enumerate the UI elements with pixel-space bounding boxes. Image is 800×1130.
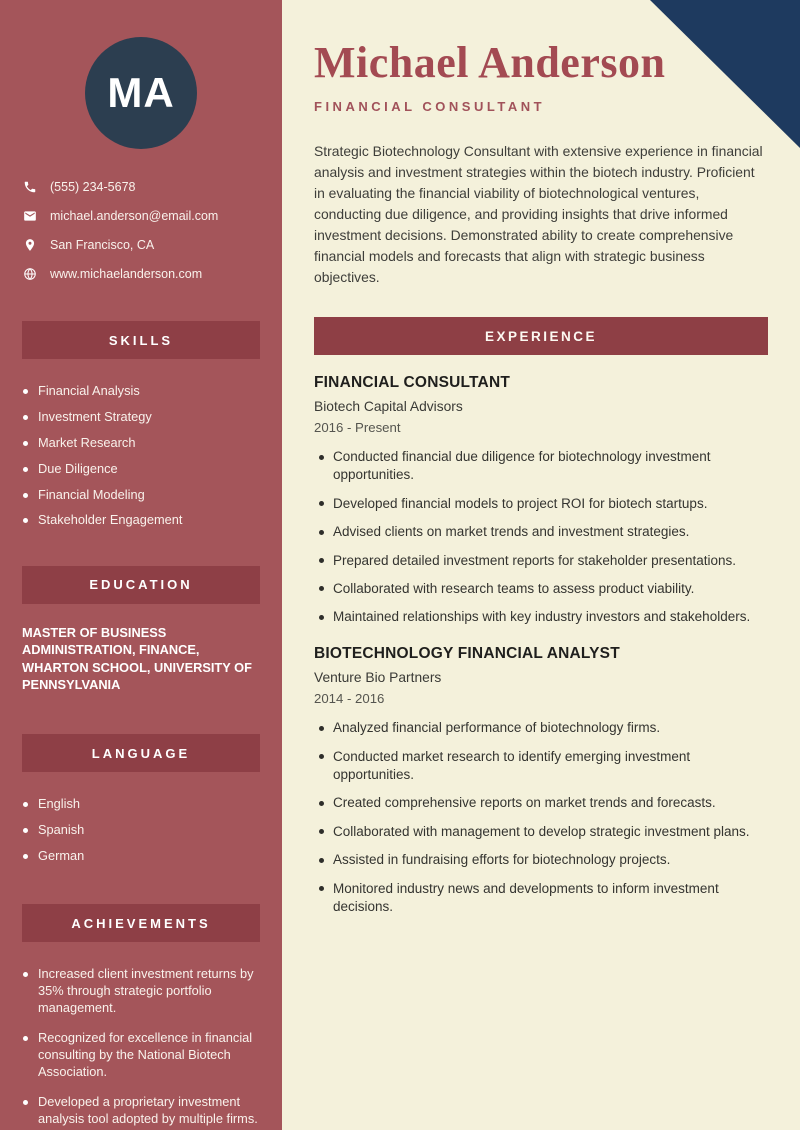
- education-text: MASTER OF BUSINESS ADMINISTRATION, FINANCE, WHARTON SCHOOL, UNIVERSITY OF PENNSYLVANIA: [22, 624, 252, 692]
- globe-icon: [23, 267, 37, 281]
- summary-text: Strategic Biotechnology Consultant with extensive experience in financial analysis and investment strategies within the biotech industry. Proficient in evaluating the financial viability of biotechnological ventures, conducting due diligence, and providing insights that drive informed investment decisions. Demonstrated ability to create comprehensive financial models and forecasts that align with strategic business objectives.: [314, 143, 763, 286]
- job-bullet: Conducted financial due diligence for biotechnology investment opportunities.: [314, 448, 768, 484]
- job-bullet-list: [314, 448, 768, 626]
- job-entry-company: Venture Bio Partners: [314, 670, 442, 686]
- education-section-title: EDUCATION: [89, 577, 193, 593]
- language-list: [0, 796, 282, 864]
- achievements-section-title: ACHIEVEMENTS: [71, 915, 211, 931]
- language-item: English: [23, 796, 264, 812]
- skills-list: [0, 383, 282, 529]
- location-icon: [23, 238, 37, 252]
- contact-email: [23, 206, 266, 226]
- contact-phone-text: (555) 234-5678: [50, 180, 136, 194]
- avatar: [85, 37, 197, 149]
- job-bullet: Maintained relationships with key industry investors and stakeholders.: [314, 608, 768, 626]
- achievements-list: [0, 966, 282, 1127]
- achievement-item: Recognized for excellence in financial consulting by the National Biotech Association.: [23, 1030, 264, 1080]
- language-item: German: [23, 848, 264, 864]
- education-section-header: [22, 566, 260, 604]
- achievements-section-header: [22, 904, 260, 942]
- person-job-title: FINANCIAL CONSULTANT: [314, 99, 546, 115]
- job-bullet: Advised clients on market trends and investment strategies.: [314, 523, 768, 541]
- skills-section-title: SKILLS: [108, 332, 174, 348]
- sidebar: [0, 0, 282, 1130]
- phone-icon: [23, 180, 37, 194]
- language-section-header: [22, 734, 260, 772]
- language-section-title: LANGUAGE: [91, 745, 191, 761]
- contact-location-text: San Francisco, CA: [50, 238, 155, 252]
- skill-item: Stakeholder Engagement: [23, 512, 264, 528]
- achievement-item: Developed a proprietary investment analysis tool adopted by multiple firms.: [23, 1094, 264, 1127]
- job-bullet: Collaborated with research teams to assess product viability.: [314, 580, 768, 598]
- job-entry: [314, 374, 768, 626]
- job-bullet: Conducted market research to identify emerging investment opportunities.: [314, 748, 768, 784]
- experience-section-header: [314, 317, 768, 355]
- job-entry-title: BIOTECHNOLOGY FINANCIAL ANALYST: [314, 645, 620, 663]
- contact-list: [0, 177, 282, 284]
- job-bullet-list: [314, 719, 768, 915]
- job-bullet: Prepared detailed investment reports for stakeholder presentations.: [314, 552, 768, 570]
- job-bullet: Collaborated with management to develop strategic investment plans.: [314, 823, 768, 841]
- contact-email-text: michael.anderson@email.com: [50, 209, 219, 223]
- job-entry-dates: 2016 - Present: [314, 420, 401, 436]
- job-bullet: Monitored industry news and developments to inform investment decisions.: [314, 880, 768, 916]
- contact-location: [23, 235, 266, 255]
- job-bullet: Analyzed financial performance of biotechnology firms.: [314, 719, 768, 737]
- job-bullet: Assisted in fundraising efforts for biotechnology projects.: [314, 851, 768, 869]
- skill-item: Due Diligence: [23, 461, 264, 477]
- avatar-initials: MA: [107, 69, 175, 116]
- job-entry: [314, 645, 768, 915]
- skill-item: Market Research: [23, 435, 264, 451]
- skills-section-header: [22, 321, 260, 359]
- job-entry-dates: 2014 - 2016: [314, 691, 385, 707]
- skill-item: Financial Analysis: [23, 383, 264, 399]
- contact-website-text: www.michaelanderson.com: [50, 267, 203, 281]
- contact-website: [23, 264, 266, 284]
- achievement-item: Increased client investment returns by 35% through strategic portfolio management.: [23, 966, 264, 1016]
- email-icon: [23, 209, 37, 223]
- main-content: [282, 0, 800, 1130]
- contact-phone: [23, 177, 266, 197]
- skill-item: Investment Strategy: [23, 409, 264, 425]
- language-item: Spanish: [23, 822, 264, 838]
- job-entry-company: Biotech Capital Advisors: [314, 399, 463, 415]
- job-bullet: Created comprehensive reports on market trends and forecasts.: [314, 794, 768, 812]
- skill-item: Financial Modeling: [23, 487, 264, 503]
- person-name: Michael Anderson: [314, 38, 666, 87]
- experience-section-title: EXPERIENCE: [484, 328, 598, 344]
- job-entry-title: FINANCIAL CONSULTANT: [314, 374, 511, 392]
- job-bullet: Developed financial models to project ROI for biotech startups.: [314, 495, 768, 513]
